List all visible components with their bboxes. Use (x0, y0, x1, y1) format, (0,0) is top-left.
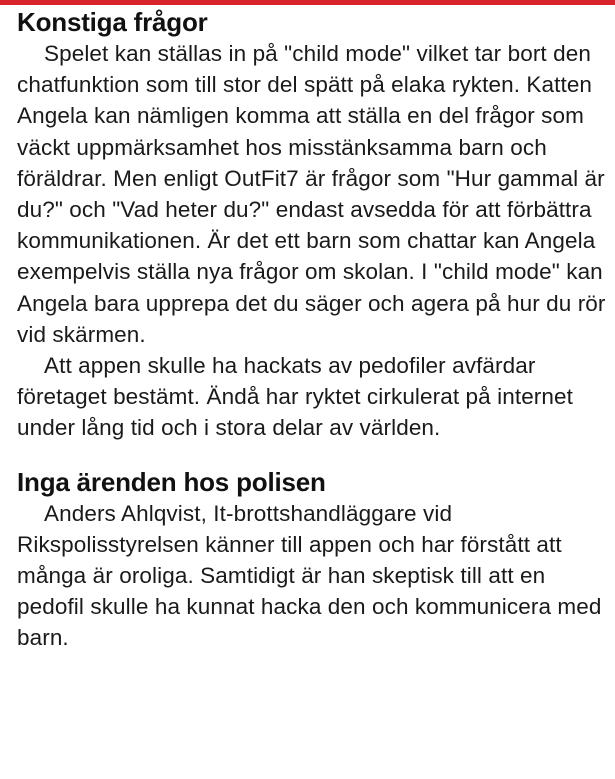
section-heading: Inga ärenden hos polisen (17, 466, 326, 497)
top-accent-bar (0, 0, 615, 5)
body-paragraph: Anders Ahlqvist, It-brottshandläggare vid Rikspolisstyrelsen känner till appen och har förstått att många är oroliga. Samtidigt är han skeptisk till att en pedofil skulle ha kunnat hacka den och kommunicera med barn. (17, 500, 602, 651)
section-konstiga-fragor (17, 6, 609, 444)
section-inga-arenden (17, 466, 609, 654)
body-paragraph: Att appen skulle ha hackats av pedofiler avfärdar företaget bestämt. Ändå har ryktet cirkulerat på internet under lång tid och i stora delar av världen. (17, 353, 573, 441)
article-body (17, 6, 609, 654)
section-heading: Konstiga frågor (17, 7, 208, 37)
body-paragraph: Spelet kan ställas in på "child mode" vilket tar bort den chatfunktion som till stor del spätt på elaka rykten. Katten Angela kan nämligen komma att ställa en del frågor som väckt uppmärksamhet hos misstänksamma barn och föräldrar. Men enligt OutFit7 är frågor som "Hur gammal är du?" och "Vad heter du?" endast avsedda för att förbättra kommunikationen. Är det ett barn som chattar kan Angela exempelvis ställa nya frågor om skolan. I "child mode" kan Angela bara upprepa det du säger och agera på hur du rör vid skärmen. (17, 41, 606, 347)
